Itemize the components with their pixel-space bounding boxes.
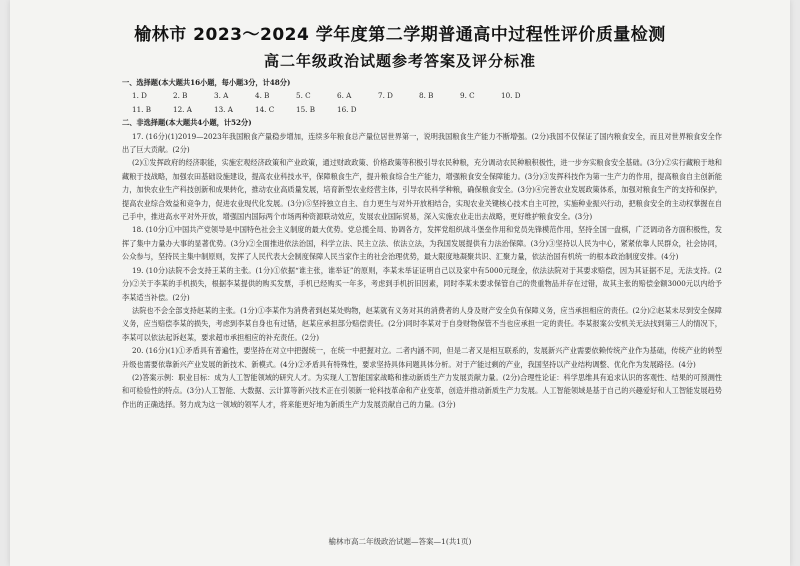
answer-item: 10. D: [501, 91, 521, 101]
question-17-part-1: 17. (16分)(1)2019—2023年我国粮食产量稳步增加，连续多年粮食总产量位居世界第一，说明我国粮食生产能力不断增强。(2分)我国不仅保证了国内粮食安全，而且对世界粮食安全作出了巨大贡献。(2分): [122, 131, 722, 155]
answer-item: 14. C: [255, 104, 275, 114]
answer-item: 15. B: [296, 104, 315, 114]
answer-item: 12. A: [173, 104, 192, 114]
question-20-part-2: (2)答案示例：职业目标：成为人工智能领域的研究人才。为实现人工智能国家战略和推动新质生产力发展贡献力量。(2分)合理性论证：科学思维具有追求认识的客观性、结果的可预测性和可检验性的特点。(3分)人工智能、大数据、云计算等新兴技术正在引领新一轮科技革命和产业变革，创造并推动新质生产力发展。人工智能领域是基于自己的兴趣爱好和人工智能发展趋势作出的正确选择。努力成为这一领域的领军人才，将来能更好地为新质生产力发展贡献自己的力量。(3分): [122, 372, 722, 409]
answer-row-2: [122, 103, 722, 116]
section-1-heading: 一、选择题(本大题共16小题，每小题3分，计48分): [122, 78, 291, 87]
answer-item: 5. C: [296, 91, 311, 101]
question-19-part-1: 19. (10分)法院不会支持王某的主张。(1分)①依据“谁主张，谁举证”的原则，李某未举证证明自己以及家中有5000元现金，依法法院对于其要求赔偿，因为其证据不足，无法支持。(2分)②关于李某的手机损失，根据李某提供的购买发票，手机已经购买一年多，考虑到手机折旧因素，同时李某未要求保管自己的贵重物品并存在过错，故其主张的赔偿金额3000元以内给予李某适当补偿。(2分): [122, 265, 722, 302]
page-subtitle: 高二年级政治试题参考答案及评分标准: [263, 52, 536, 70]
answer-item: 8. B: [419, 91, 434, 101]
answer-item: 13. A: [214, 104, 233, 114]
answer-item: 3. A: [214, 91, 229, 101]
answer-item: 16. D: [337, 104, 357, 114]
answer-item: 9. C: [460, 91, 475, 101]
answer-content: [122, 76, 722, 411]
answer-item: 7. D: [378, 91, 393, 101]
answer-row-1: [122, 89, 722, 102]
question-20-part-1: 20. (16分)(1)①矛盾具有普遍性，要坚持在对立中把握统一，在统一中把握对立。二者内涵不同，但是二者又是相互联系的，发展新兴产业需要依赖传统产业作为基础，传统产业的转型升级也需要依靠新兴产业发展的新技术、新模式。(4分)②矛盾具有特殊性，要求坚持具体问题具体分析。对于产能过剩的产业，我国坚持以产业结构调整、优化作为发展路径。(4分): [122, 346, 722, 369]
answer-item: 6. A: [337, 91, 352, 101]
answer-item: 2. B: [173, 91, 188, 101]
question-17-part-2: (2)①发挥政府的经济职能，实施宏观经济政策和产业政策，通过财政政策、价格政策等积极引导农民种粮，充分调动农民种粮积极性，进一步夯实粮食安全基础。(3分)②实行藏粮于地和藏粮于技战略，加强农田基础设施建设，提高农业科技水平，保障粮食生产，提升粮食综合生产能力，增强粮食安全保障能力。(3分)③发挥科技作为第一生产力的作用，提高粮食自主创新能力，加快农业生产科技创新和成果转化，推动农业高质量发展，培育新型农业经营主体，引导农民科学种粮，确保粮食安全。(3分)④完善农业发展政策体系，加强对粮食生产的支持和保护，提高农业综合效益和竞争力，促进农业现代化发展。(3分)⑤坚持独立自主、自力更生与对外开放相结合，实现农业关键核心技术自主可控，实施种业振兴行动，把粮食安全的主动权掌握在自己手中，推进高水平对外开放，增强国内国际两个市场两种资源联动效应，发展农业国际贸易，深入实施农业走出去战略，更好维护粮食安全。(3分): [122, 158, 722, 222]
page-title: 榆林市 2023～2024 学年度第二学期普通高中过程性评价质量检测: [134, 25, 666, 45]
page-footer: 榆林市高二年级政治试题—答案—1(共1页): [328, 537, 472, 546]
question-19-part-2: 法院也不会全部支持赵某的主张。(1分)①李某作为消费者到赵某处购物，赵某就有义务对其的消费者的人身及财产安全负有保障义务，应当承担相应的责任。(2分)②赵某未尽到安全保障义务，应当赔偿李某的损失，考虑到李某自身也有过错，赵某应承担部分赔偿责任。(2分)同时李某对于自身财物保管不当也应承担一定的责任。李某报案公安机关无法找到第三人的情况下，李某可以依法起诉赵某，要求超市承担相应的补充责任。(2分): [122, 305, 722, 342]
answer-item: 11. B: [132, 104, 151, 114]
section-2-heading: 二、非选择题(本大题共4小题，计52分): [122, 118, 252, 128]
answer-sheet-page: [10, 0, 790, 566]
answer-item: 4. B: [255, 91, 270, 101]
answer-item: 1. D: [132, 91, 147, 101]
question-18-answer: 18. (10分)①中国共产党领导是中国特色社会主义制度的最大优势。党总揽全局、协调各方，发挥党组织战斗堡垒作用和党员先锋模范作用，坚持全国一盘棋，广泛调动各方面积极性，发挥了集中力量办大事的显著优势。(3分)②全面推进依法治国，科学立法、民主立法、依法立法，为我国发展提供有力法治保障。(3分)③坚持以人民为中心，紧紧依靠人民群众，社会协同，公众参与，坚持民主集中制原则，发挥了人民代表大会制度保障人民当家作主的社会治理优势，最大限度地凝聚共识、汇聚力量，依法治国有机统一的根本政治制度安排。(4分): [122, 225, 722, 262]
